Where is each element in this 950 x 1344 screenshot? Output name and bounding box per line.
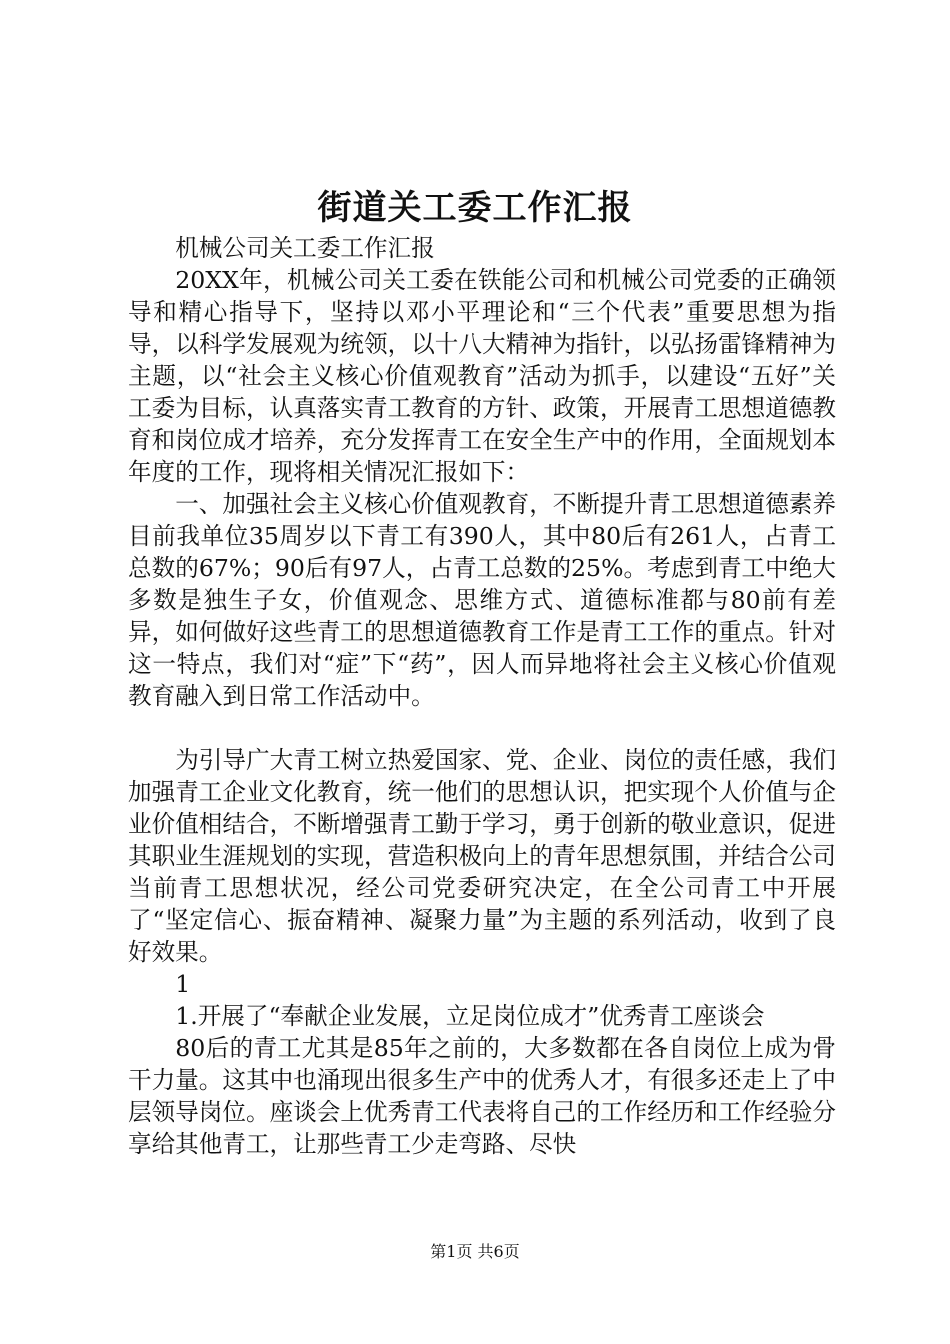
- document-subtitle: 机械公司关工委工作汇报: [175, 234, 435, 262]
- document-body: [128, 232, 836, 1160]
- paragraph-section-one: 一、加强社会主义核心价值观教育，不断提升青工思想道德素养目前我单位35周岁以下青工有390人，其中80后有261人，占青工总数的67%；90后有97人，占青工总数的25%。考虑到青工中绝大多数是独生子女，价值观念、思维方式、道德标准都与80前有差异，如何做好这些青工的思想道德教育工作是青工工作的重点。针对这一特点，我们对“症”下“药”，因人而异地将社会主义核心价值观教育融入到日常工作活动中。: [128, 490, 836, 710]
- paragraph-item-body: 80后的青工尤其是85年之前的，大多数都在各自岗位上成为骨干力量。这其中也涌现出很多生产中的优秀人才，有很多还走上了中层领导岗位。座谈会上优秀青工代表将自己的工作经历和工作经验分享给其他青工，让那些青工少走弯路、尽快: [128, 1034, 836, 1158]
- page-footer: 第1页 共6页: [430, 1242, 520, 1261]
- paragraph-item-heading: 1.开展了“奉献企业发展，立足岗位成才”优秀青工座谈会: [175, 1002, 765, 1030]
- paragraph-number: 1: [175, 970, 191, 998]
- document-title: 街道关工委工作汇报: [317, 188, 633, 228]
- paragraph-intro: 20XX年，机械公司关工委在铁能公司和机械公司党委的正确领导和精心指导下，坚持以邓小平理论和“三个代表”重要思想为指导，以科学发展观为统领，以十八大精神为指针，以弘扬雷锋精神为主题，以“社会主义核心价值观教育”活动为抓手，以建设“五好”关工委为目标，认真落实青工教育的方针、政策，开展青工思想道德教育和岗位成才培养，充分发挥青工在安全生产中的作用，全面规划本年度的工作，现将相关情况汇报如下：: [128, 266, 836, 486]
- paragraph-guidance: 为引导广大青工树立热爱国家、党、企业、岗位的责任感，我们加强青工企业文化教育，统一他们的思想认识，把实现个人价值与企业价值相结合，不断增强青工勤于学习，勇于创新的敬业意识，促进其职业生涯规划的实现，营造积极向上的青年思想氛围，并结合公司当前青工思想状况，经公司党委研究决定，在全公司青工中开展了“坚定信心、振奋精神、凝聚力量”为主题的系列活动，收到了良好效果。: [128, 746, 836, 966]
